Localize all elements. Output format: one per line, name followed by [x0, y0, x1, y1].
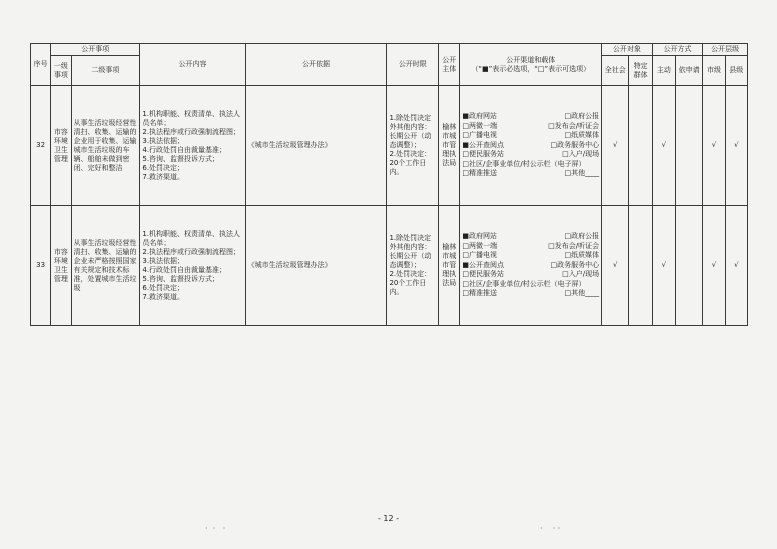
row-time-limit: 1.除处罚决定外其他内容：长期公开（动态调整）； 2.处罚决定：20个工作日内。	[387, 86, 439, 206]
header-matter: 公开事项	[51, 44, 140, 56]
row-level1: 市容环境卫生管理	[51, 206, 71, 326]
channel-item: □纸质媒体	[564, 251, 600, 260]
row-tier-city: √	[703, 206, 725, 326]
header-method-request: 依申请	[676, 56, 703, 86]
header-channels	[460, 44, 602, 86]
channel-item: □政府公报	[564, 112, 600, 121]
disclosure-table	[30, 43, 748, 326]
channel-item: □两微一端	[462, 121, 497, 130]
channel-item: □两微一端	[462, 241, 497, 250]
channel-item: ■政府网站	[462, 232, 497, 241]
channel-item: □纸质媒体	[564, 131, 600, 140]
channel-item: □广播电视	[462, 131, 497, 140]
row-basis: 《城市生活垃圾管理办法》	[245, 86, 387, 206]
channel-item: ■公开查阅点	[462, 260, 504, 269]
row-channels	[460, 86, 602, 206]
scan-mark: · · ·	[540, 524, 561, 533]
row-level1: 市容环境卫生管理	[51, 86, 71, 206]
header-target-all: 全社会	[602, 56, 629, 86]
row-content: 1.机构职能、权责清单、执法人员名单； 2.执法程序或行政强制流程图； 3.执法依据； 4.行政处罚自由裁量基准； 5.咨询、监督投诉方式； 6.处罚决定； 7.救济渠道。	[140, 206, 245, 326]
channel-item: □发布会/听证会	[548, 241, 600, 250]
channel-item: □便民服务站	[462, 270, 504, 279]
header-method: 公开方式	[652, 44, 703, 56]
header-target: 公开对象	[602, 44, 653, 56]
channel-item-wide: □社区/企事业单位/村公示栏（电子屏）	[462, 159, 586, 168]
header-tier-county: 县级	[725, 56, 747, 86]
row-method-request	[676, 206, 703, 326]
row-seq: 33	[31, 206, 51, 326]
header-content: 公开内容	[140, 44, 245, 86]
channel-item: □便民服务站	[462, 150, 504, 159]
header-target-specific: 特定群体	[629, 56, 652, 86]
row-target-all: √	[602, 206, 629, 326]
channel-item-wide: □社区/企事业单位/村公示栏（电子屏）	[462, 279, 586, 288]
row-tier-county: √	[725, 86, 747, 206]
channel-item: ■政府网站	[462, 112, 497, 121]
channel-item: □其他____	[564, 169, 600, 178]
header-level2: 二级事项	[71, 56, 140, 86]
row-content: 1.机构职能、权责清单、执法人员名单； 2.执法程序或行政强制流程图； 3.执法依据； 4.行政处罚自由裁量基准； 5.咨询、监督投诉方式； 6.处罚决定； 7.救济渠道。	[140, 86, 245, 206]
table-row	[31, 206, 748, 326]
header-channels-title: 公开渠道和载体	[506, 55, 556, 64]
channel-item: □入户/现场	[562, 150, 600, 159]
channel-item: □政务服务中心	[550, 140, 600, 149]
row-target-specific	[629, 86, 652, 206]
row-channels	[460, 206, 602, 326]
header-subject: 公开主体	[439, 44, 460, 86]
channel-item: □广播电视	[462, 251, 497, 260]
row-subject: 榆林市城市管理执法局	[439, 206, 460, 326]
header-time-limit: 公开时限	[387, 44, 439, 86]
row-subject: 榆林市城市管理执法局	[439, 86, 460, 206]
row-method-active: √	[652, 206, 675, 326]
channel-item: □其他____	[564, 289, 600, 298]
header-method-active: 主动	[652, 56, 675, 86]
channel-item: □政务服务中心	[550, 260, 600, 269]
row-tier-county: √	[725, 206, 747, 326]
header-tier-city: 市级	[703, 56, 725, 86]
row-tier-city: √	[703, 86, 725, 206]
channel-item: □发布会/听证会	[548, 121, 600, 130]
row-level2: 从事生活垃圾经营性清扫、收集、运输的企业未严格按照国家有关规定和技术标准，处置城市生活垃圾	[71, 206, 140, 326]
channel-item: □精准推送	[462, 169, 497, 178]
channel-item: □精准推送	[462, 289, 497, 298]
row-level2: 从事生活垃圾经营性清扫、收集、运输的企业用于收集、运输城市生活垃圾的车辆、船舶未做到密闭、完好和整洁	[71, 86, 140, 206]
row-basis: 《城市生活垃圾管理办法》	[245, 206, 387, 326]
row-target-specific	[629, 206, 652, 326]
header-basis: 公开依据	[245, 44, 387, 86]
row-target-all: √	[602, 86, 629, 206]
channel-item: □入户/现场	[562, 270, 600, 279]
header-row-1	[31, 44, 748, 56]
header-level1: 一级事项	[51, 56, 71, 86]
channel-item: □政府公报	[564, 232, 600, 241]
table-row	[31, 86, 748, 206]
row-method-request	[676, 86, 703, 206]
header-seq: 序号	[31, 44, 51, 86]
row-seq: 32	[31, 86, 51, 206]
header-tier: 公开层级	[703, 44, 748, 56]
row-time-limit: 1.除处罚决定外其他内容：长期公开（动态调整）； 2.处罚决定：20个工作日内。	[387, 206, 439, 326]
scan-mark: · · ·	[205, 524, 226, 533]
row-method-active: √	[652, 86, 675, 206]
header-channels-note: （“■”表示必选项，“□”表示可选项）	[471, 64, 591, 73]
page-number: - 12 -	[377, 514, 400, 523]
channel-item: ■公开查阅点	[462, 140, 504, 149]
